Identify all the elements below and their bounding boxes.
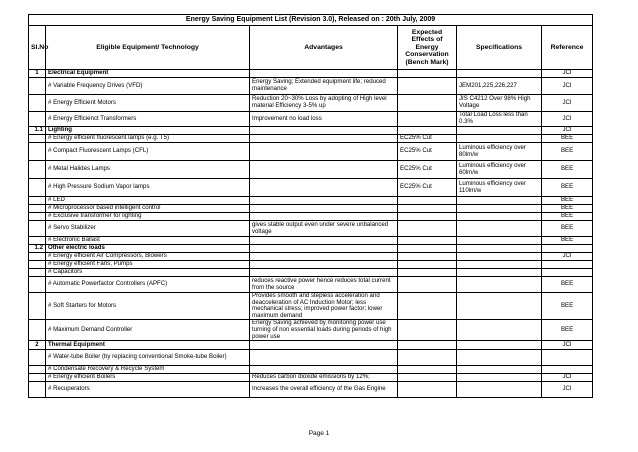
advantages-cell [250,253,398,261]
equipment-cell: # Capacitors [46,269,250,277]
row-number [29,205,46,213]
advantages-cell: Reduction 20~30% Loss by adopting of High level material Efficiency 3-5% up [250,95,398,112]
table-row [29,382,593,398]
table-row [29,179,593,197]
reference-cell: JCI [542,78,593,95]
equipment-cell: Electrical Equipment [46,70,250,78]
row-number [29,221,46,237]
effects-cell: EC25% Cut [398,161,457,179]
reference-cell: BEE [542,197,593,205]
advantages-cell [250,70,398,78]
header-specifications: Specifications [457,26,542,70]
specifications-cell: Luminous efficiency over 60lm/w [457,161,542,179]
equipment-cell: # Metal Halides Lamps [46,161,250,179]
specifications-cell: Total Load Loss less than 0.3% [457,112,542,127]
effects-cell: EC25% Cut [398,179,457,197]
equipment-cell: # Exclusive transformer for lighting [46,213,250,221]
advantages-cell [250,161,398,179]
row-number: 1 [29,70,46,78]
specifications-cell [457,127,542,135]
effects-cell [398,70,457,78]
equipment-cell: # Recuperators [46,382,250,398]
header-slno: Sl.No [29,26,46,70]
row-number [29,135,46,143]
table-row [29,135,593,143]
specifications-cell [457,382,542,398]
row-number [29,78,46,95]
advantages-cell [250,135,398,143]
table-row [29,269,593,277]
table-row [29,237,593,245]
reference-cell [542,261,593,269]
row-number: 2 [29,341,46,350]
row-number: 1.2 [29,245,46,253]
specifications-cell [457,374,542,382]
equipment-cell: # Soft Starters for Motors [46,293,250,320]
reference-cell: BEE [542,320,593,341]
table-row [29,293,593,320]
effects-cell [398,374,457,382]
effects-cell [398,350,457,366]
table-row [29,261,593,269]
specifications-cell: JIS C4212 Over 98% High Voltage [457,95,542,112]
equipment-cell: # Variable Frequency Drives (VFD) [46,78,250,95]
effects-cell [398,205,457,213]
specifications-cell: Luminous efficiency over 80lm/w [457,143,542,161]
reference-cell [542,269,593,277]
row-number [29,320,46,341]
specifications-cell [457,245,542,253]
reference-cell: JCI [542,382,593,398]
effects-cell [398,366,457,374]
specifications-cell [457,221,542,237]
specifications-cell [457,269,542,277]
header-equipment: Eligible Equipment/ Technology [46,26,250,70]
effects-cell [398,269,457,277]
effects-cell [398,293,457,320]
specifications-cell [457,350,542,366]
reference-cell: BEE [542,221,593,237]
reference-cell: JCI [542,112,593,127]
equipment-cell: # Compact Fluorescent Lamps (CFL) [46,143,250,161]
header-expected-effects: Expected Effects of Energy Conservation (Bench Mark) [398,26,457,70]
specifications-cell [457,197,542,205]
row-number [29,293,46,320]
effects-cell [398,261,457,269]
advantages-cell: Increases the overall efficiency of the Gas Engine [250,382,398,398]
row-number [29,366,46,374]
reference-cell: BEE [542,161,593,179]
advantages-cell: Energy Saving achieved by monitoring power use turning of non essential loads during periods of high power use [250,320,398,341]
table-row [29,350,593,366]
advantages-cell [250,143,398,161]
reference-cell [542,350,593,366]
effects-cell: EC25% Cut [398,135,457,143]
specifications-cell [457,205,542,213]
table-row [29,78,593,95]
specifications-cell [457,213,542,221]
advantages-cell: gives stable output even under severe unbalanced voltage [250,221,398,237]
reference-cell: BEE [542,205,593,213]
advantages-cell [250,269,398,277]
effects-cell [398,382,457,398]
effects-cell [398,95,457,112]
equipment-cell: Other electric loads [46,245,250,253]
table-row [29,277,593,293]
advantages-cell: Improvement no load loss [250,112,398,127]
effects-cell [398,221,457,237]
advantages-cell [250,197,398,205]
advantages-cell [250,205,398,213]
effects-cell [398,197,457,205]
row-number [29,261,46,269]
equipment-cell: # Energy Efficienct Transformers [46,112,250,127]
reference-cell: JCI [542,374,593,382]
reference-cell: BEE [542,213,593,221]
equipment-cell: Thermal Equipment [46,341,250,350]
specifications-cell [457,277,542,293]
equipment-cell: # High Pressure Sodium Vapor lamps [46,179,250,197]
reference-cell: BEE [542,237,593,245]
reference-cell: BEE [542,143,593,161]
effects-cell [398,320,457,341]
reference-cell: JCI [542,127,593,135]
equipment-cell: # Automatic Powerfactor Controllers (APFC) [46,277,250,293]
row-number [29,161,46,179]
advantages-cell [250,350,398,366]
equipment-cell: # Maximum Demand Controller [46,320,250,341]
advantages-cell: reduces reactive power hence reduces total current from the source [250,277,398,293]
reference-cell: JCI [542,70,593,78]
advantages-cell [250,237,398,245]
row-number [29,269,46,277]
equipment-cell: # Electronic Ballast [46,237,250,245]
equipment-cell: # Water-tube Boiler (by replacing conventional Smoke-tube Boiler) [46,350,250,366]
specifications-cell [457,70,542,78]
advantages-cell [250,261,398,269]
equipment-cell: # Microprocessor based intelligent control [46,205,250,213]
effects-cell [398,237,457,245]
equipment-cell: Lighting [46,127,250,135]
table-row [29,143,593,161]
reference-cell: BEE [542,277,593,293]
row-number [29,197,46,205]
header-reference: Reference [542,26,593,70]
row-number [29,112,46,127]
effects-cell [398,341,457,350]
equipment-cell: # Energy efficient Boilers [46,374,250,382]
effects-cell [398,253,457,261]
advantages-cell: Reduces carbon dioxide emissions by 12%; [250,374,398,382]
row-number [29,350,46,366]
reference-cell: BEE [542,293,593,320]
table-row [29,221,593,237]
table-row [29,341,593,350]
reference-cell: BEE [542,179,593,197]
reference-cell: BEE [542,135,593,143]
equipment-cell: # Energy efficient Air Compressors, Blowers [46,253,250,261]
specifications-cell [457,293,542,320]
equipment-cell: # Energy efficient Fans, Pumps [46,261,250,269]
table-row [29,374,593,382]
row-number [29,253,46,261]
equipment-cell: # Energy Efficient Motors [46,95,250,112]
row-number [29,179,46,197]
specifications-cell: Luminous efficiency over 110lm/w [457,179,542,197]
equipment-cell: # Energy efficient fluorescent lamps (e.g. T5) [46,135,250,143]
advantages-cell [250,179,398,197]
effects-cell [398,112,457,127]
equipment-table [28,14,593,398]
spreadsheet [28,14,592,398]
specifications-cell [457,261,542,269]
advantages-cell [250,213,398,221]
table-row [29,161,593,179]
table-row [29,320,593,341]
table-row [29,112,593,127]
specifications-cell [457,135,542,143]
advantages-cell [250,127,398,135]
advantages-cell [250,245,398,253]
equipment-cell: # LED [46,197,250,205]
row-number [29,382,46,398]
advantages-cell: Provides smooth and stepless acceleration and deacceleration of AC Induction Motor; less mechanical stress; improved power factor; lower maximum demand [250,293,398,320]
equipment-cell: # Condensate Recovery & Recycle System [46,366,250,374]
advantages-cell [250,341,398,350]
page-number: Page 1 [308,430,330,437]
specifications-cell [457,320,542,341]
specifications-cell [457,341,542,350]
row-number: 1.1 [29,127,46,135]
equipment-cell: # Servo Stabilizer [46,221,250,237]
row-number [29,213,46,221]
specifications-cell: JEM201,225,226,227 [457,78,542,95]
specifications-cell [457,237,542,245]
row-number [29,277,46,293]
row-number [29,374,46,382]
reference-cell: JCI [542,341,593,350]
specifications-cell [457,253,542,261]
effects-cell: EC25% Cut [398,143,457,161]
row-number [29,95,46,112]
row-number [29,143,46,161]
reference-cell: JCI [542,253,593,261]
advantages-cell: Energy Saving; Extended equipment life; reduced maintenance [250,78,398,95]
table-row [29,95,593,112]
effects-cell [398,245,457,253]
table-row [29,213,593,221]
reference-cell: JCI [542,95,593,112]
effects-cell [398,277,457,293]
effects-cell [398,78,457,95]
sheet-title: Energy Saving Equipment List (Revision 3.0), Released on : 20th July, 2009 [29,15,593,26]
specifications-cell [457,366,542,374]
header-advantages: Advantages [250,26,398,70]
table-row [29,70,593,78]
effects-cell [398,213,457,221]
